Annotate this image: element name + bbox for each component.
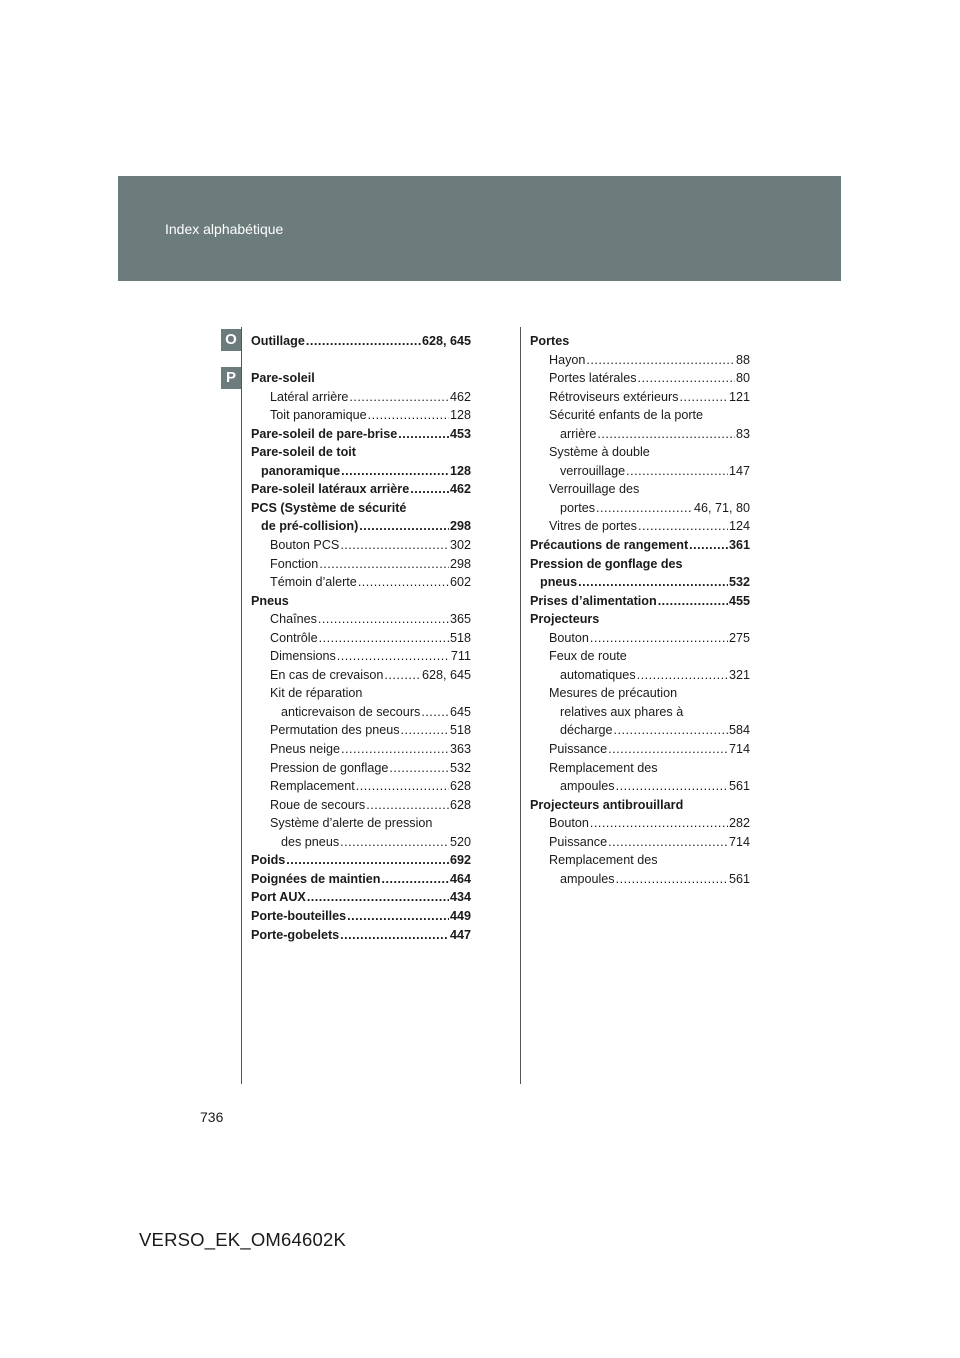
index-entry	[251, 517, 471, 536]
entry-page-ref: 714	[728, 834, 750, 849]
entry-page-ref: 711	[450, 649, 471, 664]
index-entry	[251, 443, 471, 462]
entry-term: Portes latérales	[549, 371, 637, 386]
entry-term: Latéral arrière	[270, 389, 349, 404]
index-entry	[251, 480, 471, 499]
entry-page-ref: 447	[449, 927, 471, 942]
letter-tab-p: P	[221, 367, 241, 389]
index-entry	[530, 796, 750, 815]
entry-term: ampoules	[560, 871, 615, 886]
entry-page-ref: 714	[728, 742, 750, 757]
dot-leader	[307, 888, 449, 907]
index-entry	[530, 777, 750, 796]
index-entry	[251, 406, 471, 425]
entry-term: Contrôle	[270, 630, 318, 645]
entry-term: automatiques	[560, 667, 636, 682]
index-entry	[251, 833, 471, 852]
entry-term: de pré-collision)	[261, 519, 359, 534]
index-entry	[530, 499, 750, 518]
index-entry	[530, 851, 750, 870]
entry-page-ref: 453	[449, 426, 471, 441]
entry-page-ref: 561	[728, 779, 750, 794]
index-entry	[530, 388, 750, 407]
entry-term: Puissance	[549, 834, 608, 849]
entry-page-ref: 628, 645	[421, 334, 471, 348]
entry-term: Pare-soleil latéraux arrière	[251, 482, 410, 497]
entry-term: Projecteurs	[530, 612, 600, 627]
index-column-left	[251, 332, 471, 944]
entry-page-ref: 462	[449, 482, 471, 497]
index-entry	[530, 610, 750, 629]
entry-term: Pare-soleil	[251, 371, 315, 386]
entry-term: Kit de réparation	[270, 686, 363, 701]
index-entry	[530, 332, 750, 351]
dot-leader	[658, 592, 728, 611]
dot-leader	[319, 555, 449, 574]
dot-leader	[597, 425, 735, 444]
header-title: Index alphabétique	[165, 221, 284, 237]
dot-leader	[637, 666, 728, 685]
dot-leader	[341, 740, 449, 759]
dot-leader	[401, 721, 449, 740]
index-entry	[530, 573, 750, 592]
dot-leader	[286, 851, 449, 870]
index-entry	[251, 647, 471, 666]
entry-page-ref: 532	[449, 760, 471, 775]
entry-page-ref: 645	[449, 704, 471, 719]
entry-page-ref: 147	[728, 463, 750, 478]
index-entry	[251, 536, 471, 555]
entry-term: Vitres de portes	[549, 519, 637, 534]
entry-term: Pare-soleil de pare-brise	[251, 426, 398, 441]
entry-page-ref: 302	[449, 538, 471, 553]
index-entry	[251, 926, 471, 945]
entry-page-ref: 321	[728, 667, 750, 682]
entry-page-ref: 532	[728, 575, 750, 590]
index-entry	[251, 759, 471, 778]
entry-term: Projecteurs antibrouillard	[530, 797, 684, 812]
entry-page-ref: 121	[728, 389, 750, 404]
index-entry	[530, 406, 750, 425]
entry-term: En cas de crevaison	[270, 667, 384, 682]
index-entry	[530, 814, 750, 833]
entry-term: des pneus	[281, 834, 340, 849]
index-entry	[251, 777, 471, 796]
dot-leader	[359, 517, 449, 536]
entry-page-ref: 275	[728, 630, 750, 645]
dot-leader	[319, 629, 449, 648]
index-entry	[530, 443, 750, 462]
dot-leader	[410, 480, 449, 499]
index-entry	[251, 740, 471, 759]
index-entry	[530, 351, 750, 370]
entry-spacer	[251, 351, 471, 370]
entry-term: PCS (Système de sécurité	[251, 500, 407, 515]
entry-term: Outillage	[251, 334, 305, 348]
entry-page-ref: 628	[449, 779, 471, 794]
index-entry	[251, 555, 471, 574]
entry-term: Poids	[251, 853, 286, 868]
dot-leader	[626, 462, 728, 481]
dot-leader	[389, 759, 449, 778]
index-entry	[251, 907, 471, 926]
index-entry	[530, 462, 750, 481]
index-entry	[251, 388, 471, 407]
dot-leader	[608, 740, 728, 759]
index-entry	[530, 629, 750, 648]
dot-leader	[586, 351, 735, 370]
entry-term: Feux de route	[549, 649, 627, 664]
dot-leader	[578, 573, 728, 592]
index-entry	[530, 833, 750, 852]
document-id: VERSO_EK_OM64602K	[139, 1229, 347, 1250]
entry-term: Système à double	[549, 445, 650, 460]
entry-page-ref: 282	[728, 816, 750, 831]
index-entry	[530, 870, 750, 889]
entry-term: Dimensions	[270, 649, 336, 664]
entry-term: Porte-bouteilles	[251, 908, 347, 923]
entry-page-ref: 128	[449, 463, 471, 478]
entry-term: Mesures de précaution	[549, 686, 678, 701]
index-entry	[251, 499, 471, 518]
column-divider-left	[241, 327, 242, 1084]
entry-page-ref: 83	[735, 426, 750, 441]
dot-leader	[608, 833, 728, 852]
dot-leader	[318, 610, 449, 629]
dot-leader	[340, 926, 449, 945]
index-entry	[251, 610, 471, 629]
index-entry	[530, 536, 750, 555]
dot-leader	[340, 536, 449, 555]
entry-page-ref: 455	[728, 593, 750, 608]
entry-page-ref: 561	[728, 871, 750, 886]
entry-term: Pneus neige	[270, 742, 341, 757]
entry-term: Témoin d’alerte	[270, 575, 357, 590]
dot-leader	[306, 332, 421, 351]
entry-term: Porte-gobelets	[251, 927, 340, 942]
entry-page-ref: 464	[449, 871, 471, 886]
dot-leader	[341, 462, 449, 481]
dot-leader	[614, 721, 728, 740]
dot-leader	[347, 907, 449, 926]
index-entry	[251, 592, 471, 611]
entry-page-ref: 298	[449, 519, 471, 534]
index-entry	[530, 592, 750, 611]
entry-term: verrouillage	[560, 463, 626, 478]
page-number: 736	[200, 1109, 224, 1125]
entry-page-ref: 462	[449, 389, 471, 404]
entry-term: Chaînes	[270, 612, 317, 627]
entry-term: Portes	[530, 334, 570, 348]
dot-leader	[689, 536, 728, 555]
entry-term: Pneus	[251, 593, 289, 608]
dot-leader	[638, 517, 728, 536]
index-entry	[251, 703, 471, 722]
index-entry	[530, 740, 750, 759]
entry-page-ref: 365	[449, 612, 471, 627]
index-entry	[530, 759, 750, 778]
entry-page-ref: 692	[449, 853, 471, 868]
dot-leader	[381, 870, 449, 889]
dot-leader	[398, 425, 449, 444]
index-entry	[530, 684, 750, 703]
index-entry	[530, 647, 750, 666]
dot-leader	[679, 388, 728, 407]
column-divider-middle	[520, 327, 521, 1084]
entry-term: Permutation des pneus	[270, 723, 400, 738]
entry-term: Pression de gonflage des	[530, 556, 683, 571]
entry-page-ref: 518	[449, 630, 471, 645]
entry-page-ref: 361	[728, 538, 750, 553]
entry-page-ref: 46, 71, 80	[693, 500, 750, 515]
entry-page-ref: 363	[449, 742, 471, 757]
letter-tab-o: O	[221, 329, 241, 351]
index-entry	[251, 332, 471, 351]
entry-term: Précautions de rangement	[530, 538, 689, 553]
dot-leader	[384, 666, 421, 685]
entry-page-ref: 584	[728, 723, 750, 738]
entry-term: décharge	[560, 723, 613, 738]
index-entry	[251, 573, 471, 592]
dot-leader	[349, 388, 449, 407]
entry-page-ref: 124	[728, 519, 750, 534]
dot-leader	[358, 573, 449, 592]
entry-term: Prises d’alimentation	[530, 593, 657, 608]
index-column-right	[530, 332, 750, 888]
index-entry	[251, 369, 471, 388]
index-entry	[251, 721, 471, 740]
entry-term: Toit panoramique	[270, 408, 367, 423]
entry-term: pneus	[540, 575, 578, 590]
entry-term: Pression de gonflage	[270, 760, 389, 775]
entry-page-ref: 434	[449, 890, 471, 905]
entry-page-ref: 520	[449, 834, 471, 849]
dot-leader	[340, 833, 449, 852]
dot-leader	[616, 870, 728, 889]
entry-page-ref: 298	[449, 556, 471, 571]
entry-term: Rétroviseurs extérieurs	[549, 389, 679, 404]
entry-page-ref: 88	[735, 352, 750, 367]
entry-term: Verrouillage des	[549, 482, 640, 497]
index-entry	[530, 555, 750, 574]
entry-term: Bouton	[549, 630, 589, 645]
entry-term: ampoules	[560, 779, 615, 794]
entry-page-ref: 449	[449, 908, 471, 923]
entry-term: Hayon	[549, 352, 586, 367]
index-entry	[530, 480, 750, 499]
entry-term: Fonction	[270, 556, 319, 571]
dot-leader	[596, 499, 693, 518]
entry-term: anticrevaison de secours	[281, 704, 421, 719]
index-entry	[530, 721, 750, 740]
entry-term: Sécurité enfants de la porte	[549, 408, 704, 423]
entry-term: Roue de secours	[270, 797, 366, 812]
entry-term: portes	[560, 500, 596, 515]
entry-term: panoramique	[261, 463, 341, 478]
entry-term: Remplacement des	[549, 760, 658, 775]
entry-term: Port AUX	[251, 890, 306, 905]
index-entry	[251, 629, 471, 648]
index-entry	[530, 425, 750, 444]
index-entry	[251, 462, 471, 481]
entry-page-ref: 602	[449, 575, 471, 590]
dot-leader	[337, 647, 450, 666]
entry-term: Remplacement des	[549, 853, 658, 868]
dot-leader	[356, 777, 449, 796]
index-entry	[251, 425, 471, 444]
dot-leader	[421, 703, 449, 722]
entry-term: Système d’alerte de pression	[270, 816, 433, 831]
index-entry	[251, 684, 471, 703]
dot-leader	[638, 369, 735, 388]
entry-page-ref: 128	[449, 408, 471, 423]
entry-page-ref: 628	[449, 797, 471, 812]
index-entry	[530, 666, 750, 685]
entry-term: Poignées de maintien	[251, 871, 381, 886]
entry-term: Puissance	[549, 742, 608, 757]
entry-term: relatives aux phares à	[560, 704, 684, 719]
entry-term: arrière	[560, 426, 597, 441]
dot-leader	[616, 777, 728, 796]
entry-term: Remplacement	[270, 779, 355, 794]
index-entry	[251, 888, 471, 907]
index-entry	[251, 814, 471, 833]
entry-term: Bouton PCS	[270, 538, 340, 553]
index-entry	[530, 369, 750, 388]
index-entry	[251, 666, 471, 685]
entry-page-ref: 80	[735, 371, 750, 386]
index-entry	[251, 870, 471, 889]
entry-page-ref: 628, 645	[421, 667, 471, 682]
index-entry	[530, 703, 750, 722]
entry-term: Pare-soleil de toit	[251, 445, 356, 460]
index-entry	[530, 517, 750, 536]
index-entry	[251, 796, 471, 815]
dot-leader	[590, 629, 728, 648]
dot-leader	[368, 406, 449, 425]
dot-leader	[590, 814, 728, 833]
entry-page-ref: 518	[449, 723, 471, 738]
index-entry	[251, 851, 471, 870]
entry-term: Bouton	[549, 816, 589, 831]
dot-leader	[366, 796, 449, 815]
